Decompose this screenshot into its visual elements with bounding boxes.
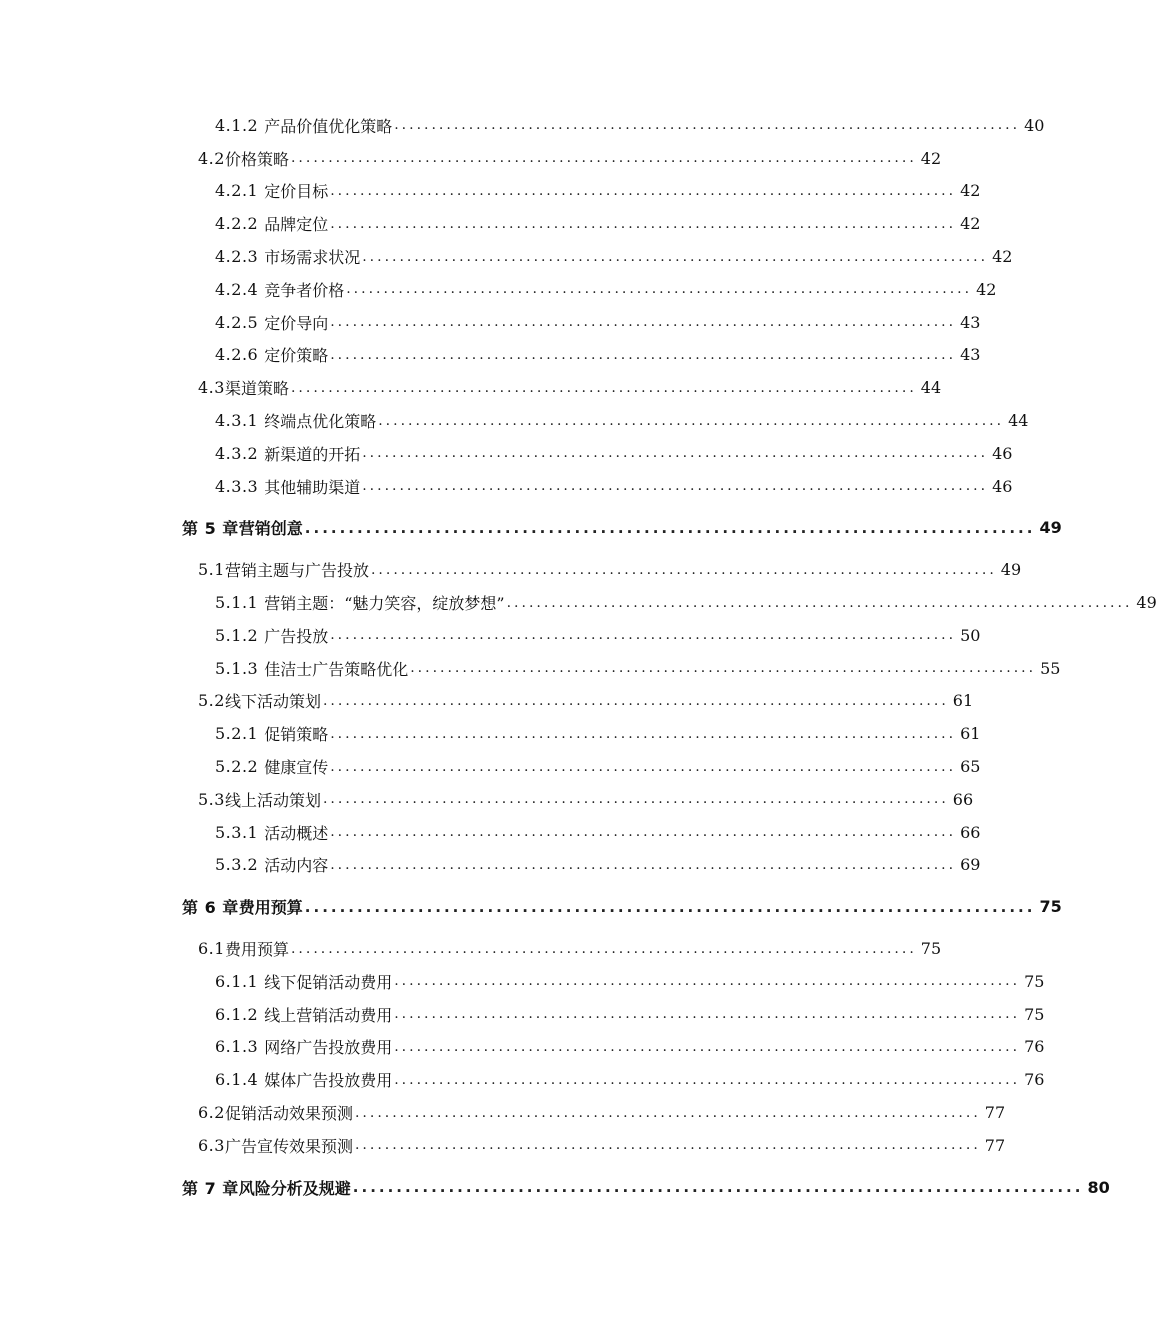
- toc-entry-5-1[interactable]: [0, 553, 1022, 586]
- toc-title: 媒体广告投放费用: [264, 1071, 393, 1091]
- toc-page-number: 77: [984, 1103, 1006, 1122]
- toc-entry-5-1-1[interactable]: [0, 586, 1157, 619]
- toc-page-number: 42: [920, 148, 942, 168]
- toc-title: 线上营销活动费用: [264, 1005, 393, 1025]
- toc-page-number: 66: [960, 822, 981, 842]
- toc-number: 4.3.2: [215, 443, 259, 463]
- toc-number: 4.1.2: [215, 115, 259, 135]
- toc-number: 5.1.1: [215, 593, 259, 613]
- toc-number: 6.1: [198, 939, 225, 959]
- dot-leader: ....................................................................................: [322, 791, 949, 808]
- dot-leader: ....................................................................................: [330, 346, 957, 363]
- toc-title: 营销主题与广告投放: [224, 561, 369, 581]
- toc-page-number: 44: [1008, 411, 1029, 431]
- toc-title: 定价导向: [264, 313, 329, 333]
- toc-chapter-number: 第 6 章: [182, 898, 239, 918]
- toc-page-number: 50: [960, 625, 981, 645]
- dot-leader: ....................................................................................: [330, 824, 957, 841]
- toc-title: 网络广告投放费用: [264, 1038, 393, 1058]
- toc-number: 6.1.1: [215, 971, 259, 991]
- toc-entry-4-3-2[interactable]: [0, 437, 1013, 470]
- toc-page-number: 75: [1039, 897, 1062, 917]
- toc-title: 渠道策略: [224, 379, 289, 399]
- toc-entry-6-2[interactable]: [0, 1096, 1006, 1129]
- toc-title: 线上活动策划: [224, 790, 321, 810]
- dot-leader: ....................................................................................: [330, 856, 957, 873]
- toc-chapter-5[interactable]: [0, 512, 1062, 545]
- dot-leader: ....................................................................................: [330, 627, 957, 644]
- toc-page-number: 75: [1024, 1004, 1045, 1024]
- toc-page-number: 43: [960, 312, 981, 332]
- toc-page-number: 46: [992, 476, 1013, 496]
- toc-page-number: 66: [952, 789, 974, 809]
- toc-page-number: 76: [1024, 1070, 1045, 1090]
- toc-entry-4-2-2[interactable]: [0, 207, 981, 240]
- toc-title: 佳洁士广告策略优化: [264, 659, 409, 679]
- toc-title: 品牌定位: [264, 215, 329, 235]
- dot-leader: ....................................................................................: [304, 897, 1036, 916]
- dot-leader: ....................................................................................: [394, 1038, 1021, 1055]
- toc-page-number: 43: [960, 345, 981, 365]
- toc-number: 4.2.1: [215, 181, 259, 201]
- toc-chapter-title: 费用预算: [238, 898, 303, 918]
- dot-leader: ....................................................................................: [394, 117, 1021, 134]
- toc-title: 价格策略: [224, 149, 289, 169]
- toc-chapter-number: 第 7 章: [182, 1178, 239, 1198]
- toc-title: 健康宣传: [264, 758, 329, 778]
- toc-title: 线下促销活动费用: [264, 972, 393, 992]
- toc-number: 5.3.1: [215, 822, 259, 842]
- toc-page-number: 61: [952, 691, 974, 711]
- toc-number: 6.2: [198, 1103, 225, 1122]
- toc-page-number: 42: [976, 279, 997, 299]
- dot-leader: ....................................................................................: [290, 379, 917, 396]
- toc-title: 广告投放: [264, 626, 329, 646]
- toc-entry-5-2-1[interactable]: [0, 717, 981, 750]
- toc-page-number: 77: [984, 1135, 1006, 1155]
- dot-leader: ....................................................................................: [322, 692, 949, 709]
- toc-entry-5-3-2[interactable]: [0, 849, 981, 882]
- toc-page-number: 75: [1024, 971, 1045, 991]
- toc-page-number: 42: [960, 181, 981, 201]
- toc-entry-4-3[interactable]: [0, 371, 950, 404]
- toc-title: 新渠道的开拓: [264, 444, 361, 464]
- toc-title: 营销主题：“魅力笑容，绽放梦想”: [264, 594, 505, 614]
- dot-leader: ....................................................................................: [290, 150, 917, 167]
- toc-title: 定价策略: [264, 346, 329, 366]
- toc-entry-5-3[interactable]: [0, 783, 974, 816]
- toc-entry-6-1-4[interactable]: [0, 1063, 1045, 1096]
- dot-leader: ....................................................................................: [362, 248, 989, 265]
- toc-entry-5-1-3[interactable]: [0, 652, 1061, 685]
- toc-number: 5.3.2: [215, 855, 259, 875]
- dot-leader: ....................................................................................: [330, 215, 957, 232]
- toc-number: 4.2.3: [215, 247, 259, 267]
- dot-leader: ....................................................................................: [330, 182, 957, 199]
- toc-title: 促销活动效果预测: [224, 1104, 353, 1123]
- toc-number: 5.1.2: [215, 625, 259, 645]
- toc-page-number: 69: [960, 855, 981, 875]
- toc-page-number: 49: [1136, 593, 1157, 613]
- dot-leader: ....................................................................................: [394, 1071, 1021, 1088]
- dot-leader: ....................................................................................: [394, 973, 1021, 990]
- toc-title: 产品价值优化策略: [264, 116, 393, 136]
- toc-title: 费用预算: [224, 940, 289, 960]
- toc-title: 其他辅助渠道: [264, 477, 361, 497]
- toc-title: 活动概述: [264, 823, 329, 843]
- toc-entry-4-3-1[interactable]: [0, 404, 1029, 437]
- dot-leader: ....................................................................................: [378, 412, 1005, 429]
- dot-leader: ....................................................................................: [330, 314, 957, 331]
- toc-entry-4-2-1[interactable]: [0, 175, 981, 208]
- table-of-contents: [0, 109, 1157, 1204]
- dot-leader: ....................................................................................: [354, 1137, 981, 1154]
- toc-entry-6-1[interactable]: [0, 932, 950, 965]
- dot-leader: ....................................................................................: [410, 660, 1037, 677]
- toc-number: 5.1: [198, 560, 225, 580]
- dot-leader: ....................................................................................: [370, 561, 997, 578]
- toc-page-number: 42: [992, 247, 1013, 267]
- toc-number: 6.1.2: [215, 1004, 259, 1024]
- toc-title: 定价目标: [264, 182, 329, 202]
- toc-entry-6-1-3[interactable]: [0, 1031, 1045, 1064]
- toc-number: 4.3.3: [215, 476, 259, 496]
- toc-number: 4.2.2: [215, 214, 259, 234]
- dot-leader: ....................................................................................: [354, 1104, 981, 1121]
- toc-number: 6.1.4: [215, 1070, 259, 1090]
- toc-number: 4.2.4: [215, 279, 259, 299]
- toc-page-number: 42: [960, 214, 981, 234]
- toc-number: 5.2.2: [215, 757, 259, 777]
- toc-page-number: 49: [1039, 518, 1062, 538]
- toc-number: 4.3.1: [215, 411, 259, 431]
- toc-entry-4-2-3[interactable]: [0, 240, 1013, 273]
- toc-number: 5.3: [198, 789, 225, 809]
- toc-title: 市场需求状况: [264, 248, 361, 268]
- dot-leader: ....................................................................................: [352, 1178, 1084, 1197]
- toc-entry-4-2-6[interactable]: [0, 339, 981, 372]
- toc-number: 6.3: [198, 1135, 225, 1155]
- toc-title: 广告宣传效果预测: [224, 1136, 353, 1156]
- toc-page-number: 49: [1000, 560, 1022, 580]
- dot-leader: ....................................................................................: [330, 725, 957, 742]
- toc-title: 竞争者价格: [264, 280, 345, 300]
- toc-page-number: 55: [1040, 658, 1061, 678]
- toc-page-number: 44: [920, 378, 942, 398]
- dot-leader: ....................................................................................: [330, 758, 957, 775]
- dot-leader: ....................................................................................: [304, 518, 1036, 537]
- toc-number: 5.1.3: [215, 658, 259, 678]
- toc-entry-6-3[interactable]: [0, 1129, 1006, 1162]
- toc-chapter-title: 风险分析及规避: [238, 1178, 351, 1198]
- toc-title: 终端点优化策略: [264, 412, 377, 432]
- dot-leader: ....................................................................................: [290, 940, 917, 957]
- toc-chapter-title: 营销创意: [238, 519, 303, 539]
- toc-entry-6-1-2[interactable]: [0, 998, 1045, 1031]
- dot-leader: ....................................................................................: [362, 445, 989, 462]
- toc-title: 线下活动策划: [224, 692, 321, 712]
- toc-page-number: 65: [960, 757, 981, 777]
- dot-leader: ....................................................................................: [394, 1006, 1021, 1023]
- toc-chapter-6[interactable]: [0, 890, 1062, 923]
- toc-page-number: 40: [1024, 115, 1045, 135]
- toc-title: 促销策略: [264, 725, 329, 745]
- toc-page-number: 76: [1024, 1037, 1045, 1057]
- toc-entry-5-1-2[interactable]: [0, 619, 981, 652]
- toc-number: 6.1.3: [215, 1037, 259, 1057]
- toc-entry-5-2-2[interactable]: [0, 750, 981, 783]
- toc-number: 4.2.6: [215, 345, 259, 365]
- toc-entry-4-2-4[interactable]: [0, 273, 997, 306]
- toc-entry-6-1-1[interactable]: [0, 965, 1045, 998]
- toc-entry-4-2-5[interactable]: [0, 306, 981, 339]
- toc-page-number: 80: [1087, 1177, 1110, 1197]
- dot-leader: ....................................................................................: [346, 281, 973, 298]
- toc-number: 4.3: [198, 378, 225, 398]
- toc-number: 5.2.1: [215, 724, 259, 744]
- toc-page-number: 61: [960, 724, 981, 744]
- toc-entry-5-3-1[interactable]: [0, 816, 981, 849]
- dot-leader: ....................................................................................: [506, 594, 1133, 611]
- toc-entry-4-2[interactable]: [0, 142, 950, 175]
- toc-title: 活动内容: [264, 856, 329, 876]
- toc-number: 4.2.5: [215, 312, 259, 332]
- toc-number: 5.2: [198, 691, 225, 711]
- toc-chapter-number: 第 5 章: [182, 519, 239, 539]
- toc-page-number: 75: [920, 939, 942, 959]
- toc-entry-4-3-3[interactable]: [0, 470, 1013, 503]
- toc-number: 4.2: [198, 148, 225, 168]
- toc-page-number: 46: [992, 443, 1013, 463]
- toc-entry-4-1-2[interactable]: [0, 109, 1045, 142]
- toc-chapter-7[interactable]: [0, 1171, 1110, 1204]
- toc-entry-5-2[interactable]: [0, 685, 974, 718]
- dot-leader: ....................................................................................: [362, 478, 989, 495]
